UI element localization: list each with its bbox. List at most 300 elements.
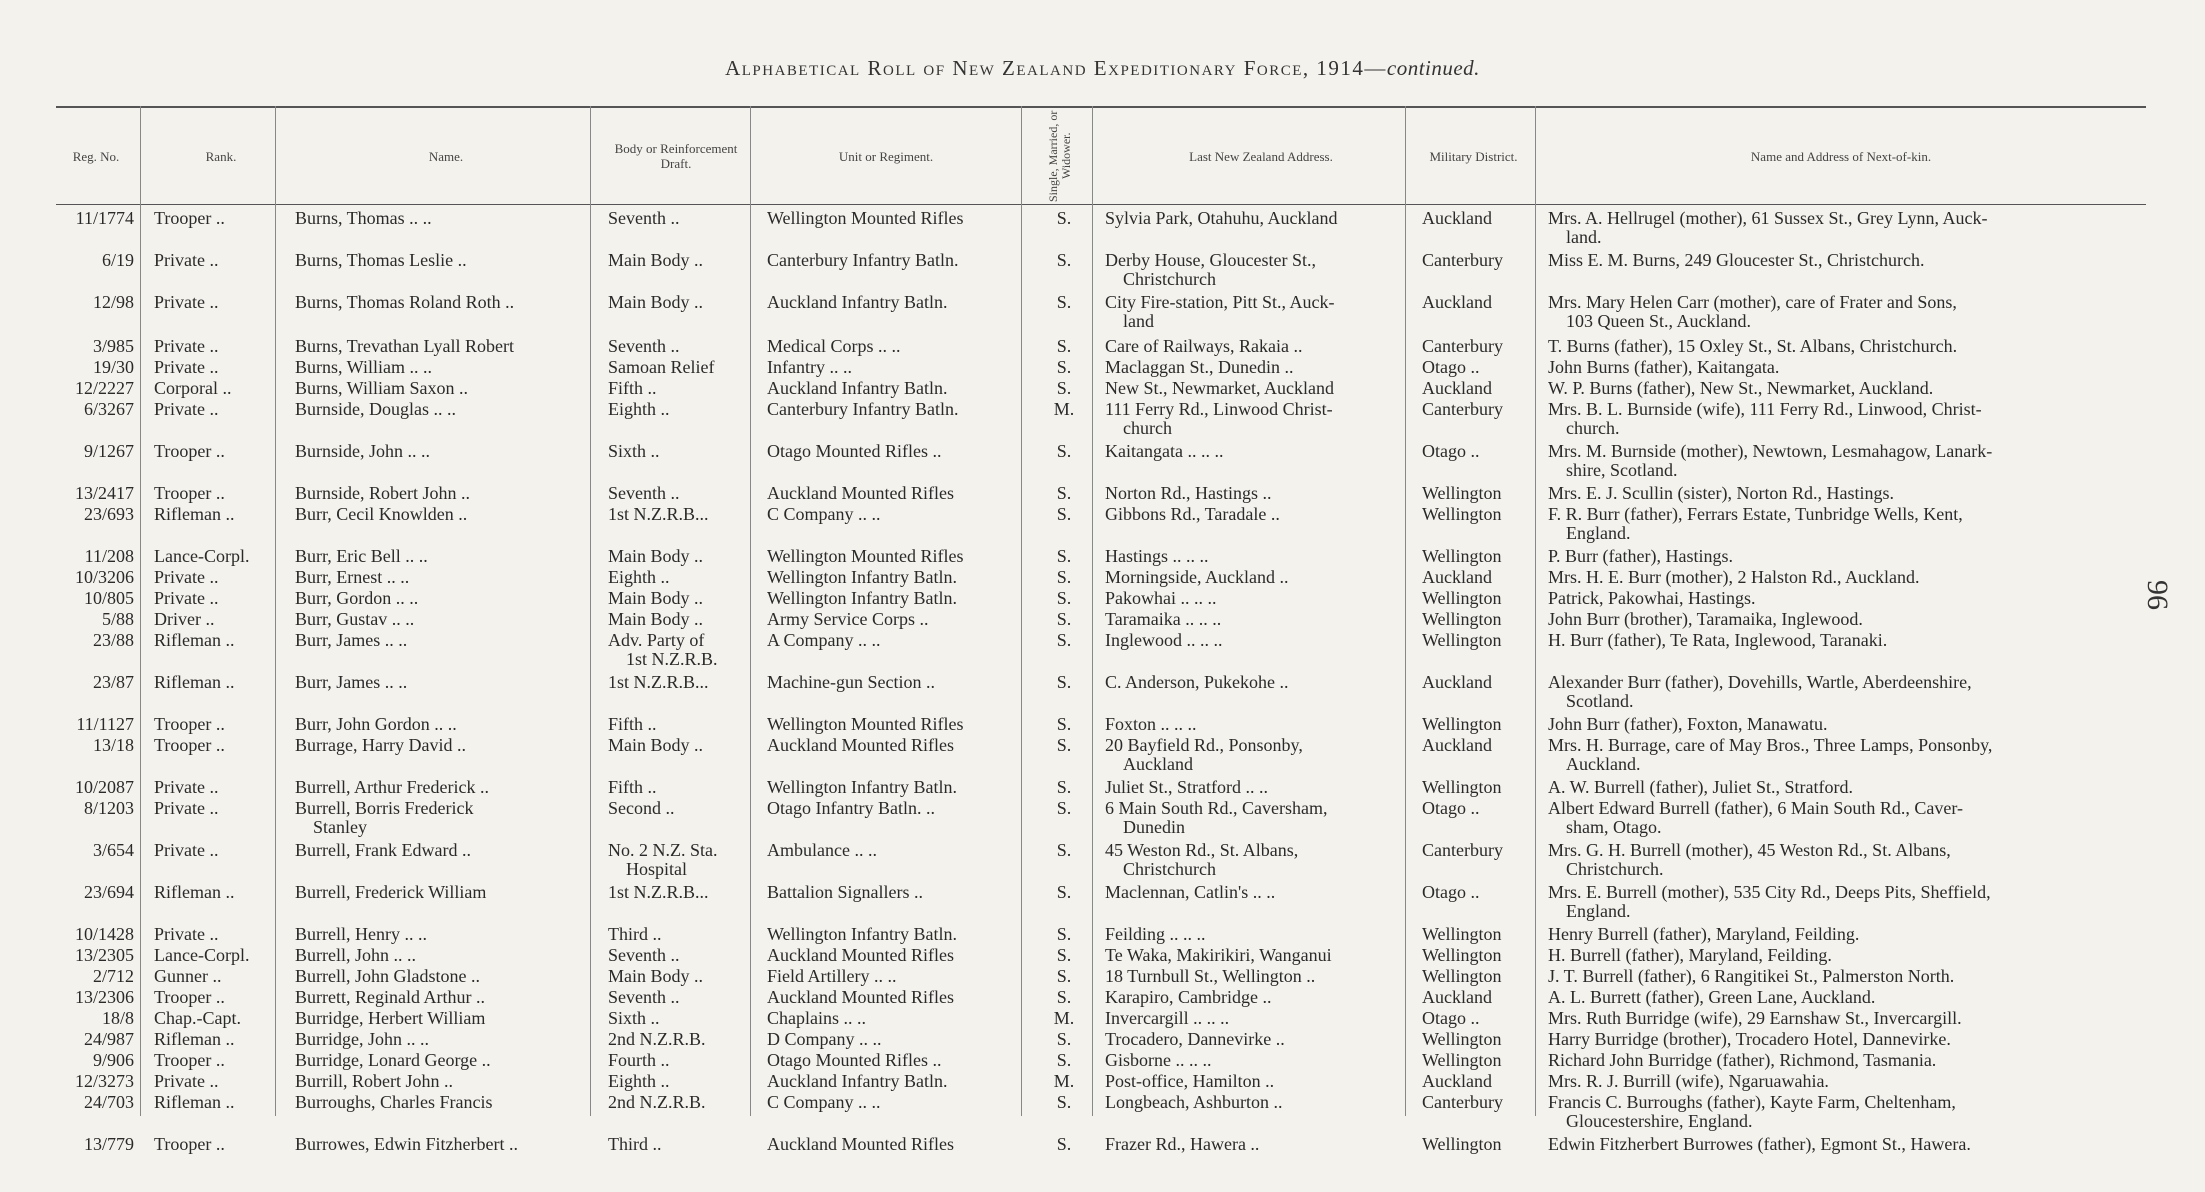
rank-cell-text: Private .. <box>154 924 219 944</box>
reg-no-cell <box>56 946 134 965</box>
name-cell <box>295 610 587 629</box>
header-district: Military District. <box>1429 148 1518 164</box>
name-cell-text: Burrett, Reginald Arthur .. <box>295 987 485 1007</box>
body-draft-cell-text: Seventh .. <box>608 336 680 356</box>
unit-cell <box>767 925 1019 944</box>
next-of-kin-cell-text: T. Burns (father), 15 Oxley St., St. Albans, Christchurch. <box>1548 336 1958 356</box>
body-draft-cell <box>608 841 738 879</box>
rank-cell <box>154 736 274 755</box>
rank-cell-text: Trooper .. <box>154 1134 225 1154</box>
name-cell <box>295 988 587 1007</box>
reg-no-cell-text: 10/2087 <box>74 777 134 797</box>
rank-cell-text: Trooper .. <box>154 208 225 228</box>
header-unit: Unit or Regiment. <box>838 148 934 164</box>
reg-no-cell-text: 12/3273 <box>74 1071 134 1091</box>
next-of-kin-cell <box>1548 1030 2108 1049</box>
next-of-kin-cell <box>1548 967 2108 986</box>
marital-status-cell <box>1020 883 1108 902</box>
marital-status-cell-text: S. <box>1056 609 1072 629</box>
body-draft-cell-text: Fifth .. <box>608 378 657 398</box>
next-of-kin-cell <box>1548 988 2108 1007</box>
header-rank: Rank. <box>205 148 237 164</box>
next-of-kin-cell-text: Mrs. G. H. Burrell (mother), 45 Weston Rd., St. Albans, <box>1548 840 1951 860</box>
district-cell <box>1422 1072 1532 1091</box>
name-cell-text: Burrell, Henry .. .. <box>295 924 427 944</box>
unit-cell <box>767 799 1019 818</box>
rank-cell <box>154 442 274 461</box>
address-cell-text: New St., Newmarket, Auckland <box>1105 378 1334 398</box>
district-cell <box>1422 631 1532 650</box>
marital-status-cell-text: S. <box>1056 777 1072 797</box>
district-cell-text: Auckland <box>1422 567 1492 587</box>
next-of-kin-cell-continuation: Auckland. <box>1566 754 1641 774</box>
marital-status-cell-text: S. <box>1056 1029 1072 1049</box>
rank-cell <box>154 209 274 228</box>
body-draft-cell-text: 1st N.Z.R.B... <box>608 672 709 692</box>
reg-no-cell-text: 10/805 <box>83 588 134 608</box>
district-cell-text: Wellington <box>1422 483 1502 503</box>
marital-status-cell <box>1020 209 1108 228</box>
unit-cell <box>767 1072 1019 1091</box>
address-cell <box>1105 715 1395 734</box>
name-cell <box>295 442 587 461</box>
address-cell-continuation: Dunedin <box>1123 817 1185 837</box>
name-cell <box>295 1093 587 1112</box>
unit-cell <box>767 673 1019 692</box>
body-draft-cell-text: Third .. <box>608 1134 662 1154</box>
next-of-kin-cell-text: Mrs. H. Burrage, care of May Bros., Three Lamps, Ponsonby, <box>1548 735 1993 755</box>
marital-status-cell-text: M. <box>1053 1071 1075 1091</box>
rank-cell-text: Private .. <box>154 567 219 587</box>
district-cell-text: Wellington <box>1422 1134 1502 1154</box>
unit-cell <box>767 358 1019 377</box>
reg-no-cell-text: 19/30 <box>92 357 134 377</box>
next-of-kin-cell <box>1548 293 2108 331</box>
body-draft-cell-text: No. 2 N.Z. Sta. <box>608 840 718 860</box>
rank-cell <box>154 841 274 860</box>
address-cell <box>1105 209 1395 228</box>
unit-cell <box>767 547 1019 566</box>
body-draft-cell-text: 2nd N.Z.R.B. <box>608 1092 706 1112</box>
name-cell-text: Burrage, Harry David .. <box>295 735 466 755</box>
reg-no-cell <box>56 1051 134 1070</box>
address-cell <box>1105 568 1395 587</box>
unit-cell <box>767 1030 1019 1049</box>
body-draft-cell-text: Seventh .. <box>608 987 680 1007</box>
name-cell <box>295 484 587 503</box>
reg-no-cell <box>56 1009 134 1028</box>
marital-status-cell <box>1020 841 1108 860</box>
rank-cell <box>154 293 274 312</box>
rank-cell-text: Private .. <box>154 292 219 312</box>
marital-status-cell <box>1020 442 1108 461</box>
body-draft-cell-text: Main Body .. <box>608 292 704 312</box>
unit-cell <box>767 778 1019 797</box>
district-cell-text: Otago .. <box>1422 798 1480 818</box>
rank-cell <box>154 505 274 524</box>
name-cell-text: Burr, Cecil Knowlden .. <box>295 504 468 524</box>
address-cell <box>1105 883 1395 902</box>
name-cell <box>295 1072 587 1091</box>
next-of-kin-cell-text: John Burr (brother), Taramaika, Inglewood. <box>1548 609 1863 629</box>
address-cell <box>1105 442 1395 461</box>
unit-cell <box>767 736 1019 755</box>
body-draft-cell-text: Main Body .. <box>608 250 704 270</box>
district-cell-text: Canterbury <box>1422 399 1503 419</box>
unit-cell <box>767 883 1019 902</box>
reg-no-cell-text: 3/654 <box>92 840 134 860</box>
body-draft-cell <box>608 988 738 1007</box>
unit-cell <box>767 610 1019 629</box>
body-draft-cell <box>608 883 738 902</box>
name-cell-text: Burns, Thomas Leslie .. <box>295 250 467 270</box>
reg-no-cell-text: 5/88 <box>101 609 134 629</box>
name-cell <box>295 1051 587 1070</box>
reg-no-cell <box>56 1135 134 1154</box>
district-cell <box>1422 610 1532 629</box>
name-cell <box>295 799 587 837</box>
marital-status-cell-text: S. <box>1056 630 1072 650</box>
address-cell-text: Taramaika .. .. .. <box>1105 609 1222 629</box>
body-draft-cell-text: 1st N.Z.R.B... <box>608 882 709 902</box>
next-of-kin-cell <box>1548 673 2108 711</box>
page-title-continued: continued. <box>1386 56 1480 80</box>
reg-no-cell <box>56 778 134 797</box>
rank-cell-text: Private .. <box>154 840 219 860</box>
marital-status-cell <box>1020 1009 1108 1028</box>
next-of-kin-cell <box>1548 379 2108 398</box>
name-cell-text: Burnside, Douglas .. .. <box>295 399 456 419</box>
next-of-kin-cell-text: H. Burr (father), Te Rata, Inglewood, Taranaki. <box>1548 630 1888 650</box>
body-draft-cell <box>608 799 738 818</box>
address-cell <box>1105 1009 1395 1028</box>
district-cell <box>1422 715 1532 734</box>
marital-status-cell <box>1020 589 1108 608</box>
marital-status-cell <box>1020 505 1108 524</box>
next-of-kin-cell <box>1548 736 2108 774</box>
district-cell <box>1422 442 1532 461</box>
next-of-kin-cell-text: Mrs. A. Hellrugel (mother), 61 Sussex St., Grey Lynn, Auck- <box>1548 208 1988 228</box>
marital-status-cell-text: S. <box>1056 208 1072 228</box>
rank-cell <box>154 484 274 503</box>
rank-cell <box>154 883 274 902</box>
district-cell <box>1422 251 1532 270</box>
rank-cell-text: Rifleman .. <box>154 1029 235 1049</box>
body-draft-cell-text: Main Body .. <box>608 546 704 566</box>
district-cell-text: Auckland <box>1422 672 1492 692</box>
next-of-kin-cell-continuation: church. <box>1566 418 1620 438</box>
header-address: Last New Zealand Address. <box>1189 148 1333 164</box>
next-of-kin-cell-text: Mrs. B. L. Burnside (wife), 111 Ferry Rd., Linwood, Christ- <box>1548 399 1982 419</box>
body-draft-cell <box>608 610 738 629</box>
next-of-kin-cell <box>1548 400 2108 438</box>
body-draft-cell <box>608 631 738 669</box>
body-draft-cell-text: Third .. <box>608 924 662 944</box>
marital-status-cell <box>1020 251 1108 270</box>
address-cell-text: Frazer Rd., Hawera .. <box>1105 1134 1260 1154</box>
rank-cell-text: Rifleman .. <box>154 672 235 692</box>
rank-cell <box>154 400 274 419</box>
unit-cell <box>767 337 1019 356</box>
unit-cell-text: C Company .. .. <box>767 504 881 524</box>
address-cell-text: Trocadero, Dannevirke .. <box>1105 1029 1285 1049</box>
district-cell-text: Canterbury <box>1422 250 1503 270</box>
body-draft-cell-continuation: 1st N.Z.R.B. <box>626 649 718 669</box>
name-cell-text: Burnside, John .. .. <box>295 441 430 461</box>
address-cell-text: 18 Turnbull St., Wellington .. <box>1105 966 1316 986</box>
address-cell-text: C. Anderson, Pukekohe .. <box>1105 672 1289 692</box>
header-name: Name. <box>428 148 464 164</box>
marital-status-cell-text: S. <box>1056 966 1072 986</box>
body-draft-cell-text: Main Body .. <box>608 735 704 755</box>
marital-status-cell <box>1020 358 1108 377</box>
next-of-kin-cell-text: Mrs. E. Burrell (mother), 535 City Rd., Deeps Pits, Sheffield, <box>1548 882 1991 902</box>
name-cell-text: Burns, William Saxon .. <box>295 378 468 398</box>
name-cell-text: Burridge, Lonard George .. <box>295 1050 491 1070</box>
next-of-kin-cell-text: Mrs. E. J. Scullin (sister), Norton Rd., Hastings. <box>1548 483 1894 503</box>
district-cell-text: Auckland <box>1422 292 1492 312</box>
unit-cell-text: Auckland Mounted Rifles <box>767 735 954 755</box>
district-cell <box>1422 505 1532 524</box>
reg-no-cell <box>56 799 134 818</box>
name-cell-text: Burns, Thomas Roland Roth .. <box>295 292 515 312</box>
body-draft-cell-text: Main Body .. <box>608 966 704 986</box>
reg-no-cell-text: 10/1428 <box>74 924 134 944</box>
reg-no-cell-text: 23/88 <box>92 630 134 650</box>
marital-status-cell <box>1020 1030 1108 1049</box>
next-of-kin-cell-text: Edwin Fitzherbert Burrowes (father), Egmont St., Hawera. <box>1548 1134 1971 1154</box>
unit-cell-text: Wellington Infantry Batln. <box>767 588 958 608</box>
name-cell-text: Burr, Ernest .. .. <box>295 567 410 587</box>
unit-cell-text: Auckland Mounted Rifles <box>767 483 954 503</box>
reg-no-cell <box>56 209 134 228</box>
name-cell-text: Burns, William .. .. <box>295 357 432 377</box>
reg-no-cell-text: 12/98 <box>92 292 134 312</box>
body-draft-cell <box>608 1051 738 1070</box>
reg-no-cell <box>56 673 134 692</box>
reg-no-cell <box>56 967 134 986</box>
body-draft-cell-text: Eighth .. <box>608 567 670 587</box>
marital-status-cell <box>1020 568 1108 587</box>
unit-cell-text: Auckland Mounted Rifles <box>767 1134 954 1154</box>
body-draft-cell-text: Sixth .. <box>608 1008 660 1028</box>
unit-cell-text: Canterbury Infantry Batln. <box>767 399 959 419</box>
next-of-kin-cell-text: Henry Burrell (father), Maryland, Feilding. <box>1548 924 1860 944</box>
address-cell <box>1105 1093 1395 1112</box>
unit-cell-text: Otago Mounted Rifles .. <box>767 1050 942 1070</box>
address-cell-text: Maclaggan St., Dunedin .. <box>1105 357 1294 377</box>
district-cell-text: Canterbury <box>1422 336 1503 356</box>
unit-cell <box>767 568 1019 587</box>
marital-status-cell-text: S. <box>1056 441 1072 461</box>
name-cell-text: Burrell, Frederick William <box>295 882 487 902</box>
next-of-kin-cell <box>1548 1135 2108 1154</box>
rank-cell <box>154 631 274 650</box>
address-cell <box>1105 589 1395 608</box>
district-cell-text: Otago .. <box>1422 441 1480 461</box>
body-draft-cell <box>608 505 738 524</box>
rank-cell-text: Trooper .. <box>154 735 225 755</box>
address-cell-text: Morningside, Auckland .. <box>1105 567 1289 587</box>
unit-cell-text: A Company .. .. <box>767 630 881 650</box>
header-single-married-text: Single, Married, or Widower. <box>1046 110 1073 202</box>
rank-cell <box>154 925 274 944</box>
marital-status-cell <box>1020 946 1108 965</box>
rank-cell <box>154 1030 274 1049</box>
address-cell-text: Gisborne .. .. .. <box>1105 1050 1212 1070</box>
address-cell-text: Gibbons Rd., Taradale .. <box>1105 504 1280 524</box>
unit-cell-text: Wellington Mounted Rifles <box>767 546 964 566</box>
unit-cell-text: Auckland Mounted Rifles <box>767 987 954 1007</box>
rank-cell-text: Private .. <box>154 399 219 419</box>
district-cell <box>1422 988 1532 1007</box>
marital-status-cell <box>1020 1135 1108 1154</box>
unit-cell <box>767 505 1019 524</box>
rank-cell-text: Rifleman .. <box>154 630 235 650</box>
next-of-kin-cell-text: Patrick, Pakowhai, Hastings. <box>1548 588 1756 608</box>
name-cell-text: Burrill, Robert John .. <box>295 1071 453 1091</box>
next-of-kin-cell-text: Harry Burridge (brother), Trocadero Hotel, Dannevirke. <box>1548 1029 1951 1049</box>
marital-status-cell-text: S. <box>1056 735 1072 755</box>
rank-cell <box>154 337 274 356</box>
district-cell <box>1422 358 1532 377</box>
address-cell-text: Kaitangata .. .. .. <box>1105 441 1224 461</box>
name-cell <box>295 337 587 356</box>
rank-cell-text: Lance-Corpl. <box>154 546 250 566</box>
reg-no-cell-text: 23/694 <box>83 882 134 902</box>
address-cell <box>1105 251 1395 289</box>
rank-cell-text: Private .. <box>154 798 219 818</box>
unit-cell-text: Auckland Infantry Batln. <box>767 292 948 312</box>
reg-no-cell-text: 23/87 <box>92 672 134 692</box>
reg-no-cell-text: 8/1203 <box>83 798 134 818</box>
district-cell-text: Wellington <box>1422 630 1502 650</box>
name-cell <box>295 358 587 377</box>
marital-status-cell-text: S. <box>1056 987 1072 1007</box>
unit-cell-text: Machine-gun Section .. <box>767 672 935 692</box>
next-of-kin-cell <box>1548 715 2108 734</box>
reg-no-cell <box>56 293 134 312</box>
next-of-kin-cell-text: Mrs. M. Burnside (mother), Newtown, Lesmahagow, Lanark- <box>1548 441 1993 461</box>
name-cell <box>295 1009 587 1028</box>
rank-cell-text: Trooper .. <box>154 987 225 1007</box>
next-of-kin-cell <box>1548 1051 2108 1070</box>
reg-no-cell-text: 6/3267 <box>83 399 134 419</box>
district-cell-text: Wellington <box>1422 609 1502 629</box>
rank-cell <box>154 1051 274 1070</box>
name-cell-text: Burr, John Gordon .. .. <box>295 714 457 734</box>
body-draft-cell <box>608 946 738 965</box>
unit-cell-text: Otago Mounted Rifles .. <box>767 441 942 461</box>
body-draft-cell <box>608 293 738 312</box>
rank-cell-text: Trooper .. <box>154 483 225 503</box>
rank-cell <box>154 568 274 587</box>
header-reg-no: Reg. No. <box>72 148 120 164</box>
district-cell <box>1422 547 1532 566</box>
marital-status-cell-text: S. <box>1056 1134 1072 1154</box>
rank-cell-text: Private .. <box>154 357 219 377</box>
marital-status-cell <box>1020 673 1108 692</box>
body-draft-cell <box>608 400 738 419</box>
district-cell-text: Auckland <box>1422 735 1492 755</box>
body-draft-cell-text: Eighth .. <box>608 399 670 419</box>
rank-cell-text: Private .. <box>154 250 219 270</box>
unit-cell <box>767 1051 1019 1070</box>
address-cell <box>1105 736 1395 774</box>
marital-status-cell-text: S. <box>1056 504 1072 524</box>
reg-no-cell-text: 13/2305 <box>74 945 134 965</box>
rank-cell-text: Chap.-Capt. <box>154 1008 241 1028</box>
marital-status-cell-text: S. <box>1056 945 1072 965</box>
district-cell-text: Wellington <box>1422 588 1502 608</box>
unit-cell-text: Chaplains .. .. <box>767 1008 866 1028</box>
reg-no-cell-text: 13/18 <box>92 735 134 755</box>
rank-cell <box>154 547 274 566</box>
district-cell-text: Wellington <box>1422 714 1502 734</box>
address-cell <box>1105 631 1395 650</box>
marital-status-cell <box>1020 778 1108 797</box>
address-cell-text: 111 Ferry Rd., Linwood Christ- <box>1105 399 1333 419</box>
name-cell-text: Burrowes, Edwin Fitzherbert .. <box>295 1134 518 1154</box>
address-cell-text: Care of Railways, Rakaia .. <box>1105 336 1303 356</box>
district-cell-text: Auckland <box>1422 1071 1492 1091</box>
name-cell <box>295 293 587 312</box>
next-of-kin-cell <box>1548 442 2108 480</box>
name-cell-text: Burrell, John Gladstone .. <box>295 966 480 986</box>
name-cell <box>295 736 587 755</box>
address-cell-text: Foxton .. .. .. <box>1105 714 1197 734</box>
body-draft-cell <box>608 778 738 797</box>
next-of-kin-cell-text: John Burns (father), Kaitangata. <box>1548 357 1780 377</box>
rank-cell-text: Private .. <box>154 777 219 797</box>
next-of-kin-cell-text: Mrs. Mary Helen Carr (mother), care of Frater and Sons, <box>1548 292 1957 312</box>
next-of-kin-cell-continuation: shire, Scotland. <box>1566 460 1678 480</box>
rank-cell <box>154 715 274 734</box>
reg-no-cell-text: 12/2227 <box>74 378 134 398</box>
district-cell <box>1422 883 1532 902</box>
district-cell-text: Auckland <box>1422 987 1492 1007</box>
next-of-kin-cell <box>1548 484 2108 503</box>
next-of-kin-cell <box>1548 505 2108 543</box>
rank-cell <box>154 946 274 965</box>
address-cell <box>1105 967 1395 986</box>
address-cell-text: 45 Weston Rd., St. Albans, <box>1105 840 1299 860</box>
marital-status-cell-text: S. <box>1056 250 1072 270</box>
district-cell <box>1422 1093 1532 1112</box>
name-cell <box>295 967 587 986</box>
name-cell-text: Burrell, Borris Frederick <box>295 798 474 818</box>
name-cell <box>295 400 587 419</box>
marital-status-cell <box>1020 715 1108 734</box>
page-number: 96 <box>2141 580 2174 610</box>
rank-cell-text: Driver .. <box>154 609 215 629</box>
next-of-kin-cell <box>1548 1009 2108 1028</box>
address-cell-text: Feilding .. .. .. <box>1105 924 1206 944</box>
rank-cell-text: Trooper .. <box>154 714 225 734</box>
reg-no-cell <box>56 841 134 860</box>
address-cell-text: Longbeach, Ashburton .. <box>1105 1092 1283 1112</box>
district-cell <box>1422 736 1532 755</box>
unit-cell-text: Wellington Mounted Rifles <box>767 714 964 734</box>
rank-cell-text: Private .. <box>154 336 219 356</box>
next-of-kin-cell <box>1548 946 2108 965</box>
next-of-kin-cell-continuation: Christchurch. <box>1566 859 1664 879</box>
unit-cell <box>767 400 1019 419</box>
body-draft-cell-text: Second .. <box>608 798 675 818</box>
reg-no-cell <box>56 1093 134 1112</box>
marital-status-cell-text: S. <box>1056 567 1072 587</box>
reg-no-cell-text: 3/985 <box>92 336 134 356</box>
